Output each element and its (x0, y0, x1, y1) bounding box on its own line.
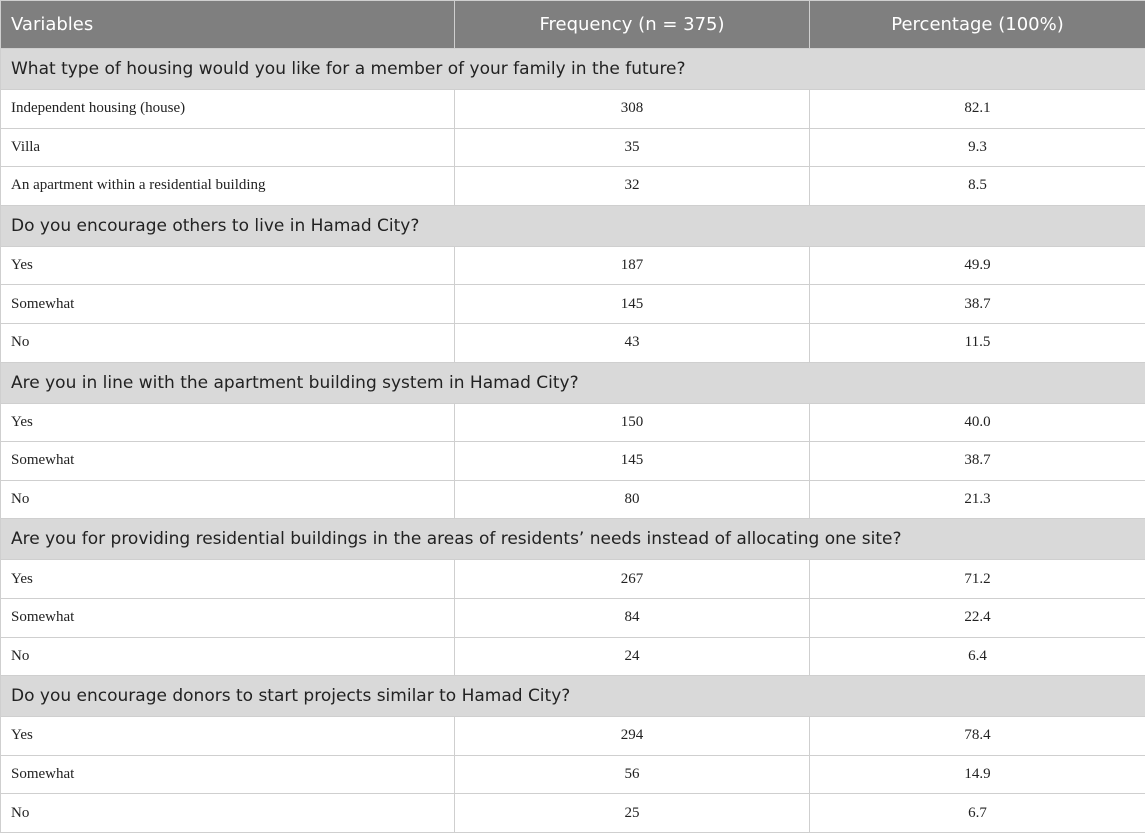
row-percentage: 9.3 (810, 128, 1145, 167)
row-percentage: 6.7 (810, 794, 1145, 833)
row-percentage: 82.1 (810, 90, 1145, 129)
table-row (1, 128, 1145, 167)
header-variables: Variables (1, 1, 455, 49)
row-label: Yes (1, 560, 455, 599)
row-label: Yes (1, 717, 455, 756)
row-label: Somewhat (1, 442, 455, 481)
row-label: Somewhat (1, 598, 455, 637)
table-row (1, 167, 1145, 206)
row-frequency: 25 (455, 794, 810, 833)
row-percentage: 40.0 (810, 403, 1145, 442)
row-label: Somewhat (1, 755, 455, 794)
row-label: Yes (1, 246, 455, 285)
row-frequency: 145 (455, 442, 810, 481)
row-frequency: 32 (455, 167, 810, 206)
row-percentage: 22.4 (810, 598, 1145, 637)
section-question: Are you in line with the apartment building system in Hamad City? (1, 362, 1145, 403)
row-percentage: 71.2 (810, 560, 1145, 599)
row-frequency: 35 (455, 128, 810, 167)
table-row (1, 90, 1145, 129)
row-label: Independent housing (house) (1, 90, 455, 129)
header-frequency: Frequency (n = 375) (455, 1, 810, 49)
section-question: Do you encourage donors to start projects similar to Hamad City? (1, 676, 1145, 717)
row-label: No (1, 794, 455, 833)
header-percentage: Percentage (100%) (810, 1, 1145, 49)
table-row (1, 717, 1145, 756)
row-frequency: 308 (455, 90, 810, 129)
table-header (1, 1, 1145, 49)
row-percentage: 6.4 (810, 637, 1145, 676)
row-frequency: 56 (455, 755, 810, 794)
table-row (1, 755, 1145, 794)
table-row (1, 442, 1145, 481)
row-label: No (1, 637, 455, 676)
table-row (1, 285, 1145, 324)
row-label: An apartment within a residential building (1, 167, 455, 206)
section-row (1, 362, 1145, 403)
row-label: Villa (1, 128, 455, 167)
table-row (1, 794, 1145, 833)
section-question: Do you encourage others to live in Hamad City? (1, 205, 1145, 246)
row-label: Yes (1, 403, 455, 442)
section-row (1, 205, 1145, 246)
row-percentage: 14.9 (810, 755, 1145, 794)
table-row (1, 323, 1145, 362)
row-frequency: 145 (455, 285, 810, 324)
table-row (1, 637, 1145, 676)
row-label: No (1, 480, 455, 519)
row-percentage: 49.9 (810, 246, 1145, 285)
table-row (1, 480, 1145, 519)
table-row (1, 560, 1145, 599)
row-frequency: 84 (455, 598, 810, 637)
row-frequency: 150 (455, 403, 810, 442)
table-row (1, 246, 1145, 285)
section-question: Are you for providing residential buildings in the areas of residents’ needs instead of allocating one site? (1, 519, 1145, 560)
table-row (1, 403, 1145, 442)
table-body (1, 49, 1145, 833)
row-frequency: 24 (455, 637, 810, 676)
row-label: No (1, 323, 455, 362)
section-row (1, 676, 1145, 717)
section-question: What type of housing would you like for a member of your family in the future? (1, 49, 1145, 90)
section-row (1, 519, 1145, 560)
row-frequency: 80 (455, 480, 810, 519)
row-frequency: 187 (455, 246, 810, 285)
table-row (1, 598, 1145, 637)
row-percentage: 21.3 (810, 480, 1145, 519)
row-percentage: 78.4 (810, 717, 1145, 756)
row-percentage: 38.7 (810, 442, 1145, 481)
row-percentage: 38.7 (810, 285, 1145, 324)
row-frequency: 267 (455, 560, 810, 599)
row-frequency: 294 (455, 717, 810, 756)
row-percentage: 8.5 (810, 167, 1145, 206)
header-row (1, 1, 1145, 49)
row-percentage: 11.5 (810, 323, 1145, 362)
section-row (1, 49, 1145, 90)
row-label: Somewhat (1, 285, 455, 324)
row-frequency: 43 (455, 323, 810, 362)
